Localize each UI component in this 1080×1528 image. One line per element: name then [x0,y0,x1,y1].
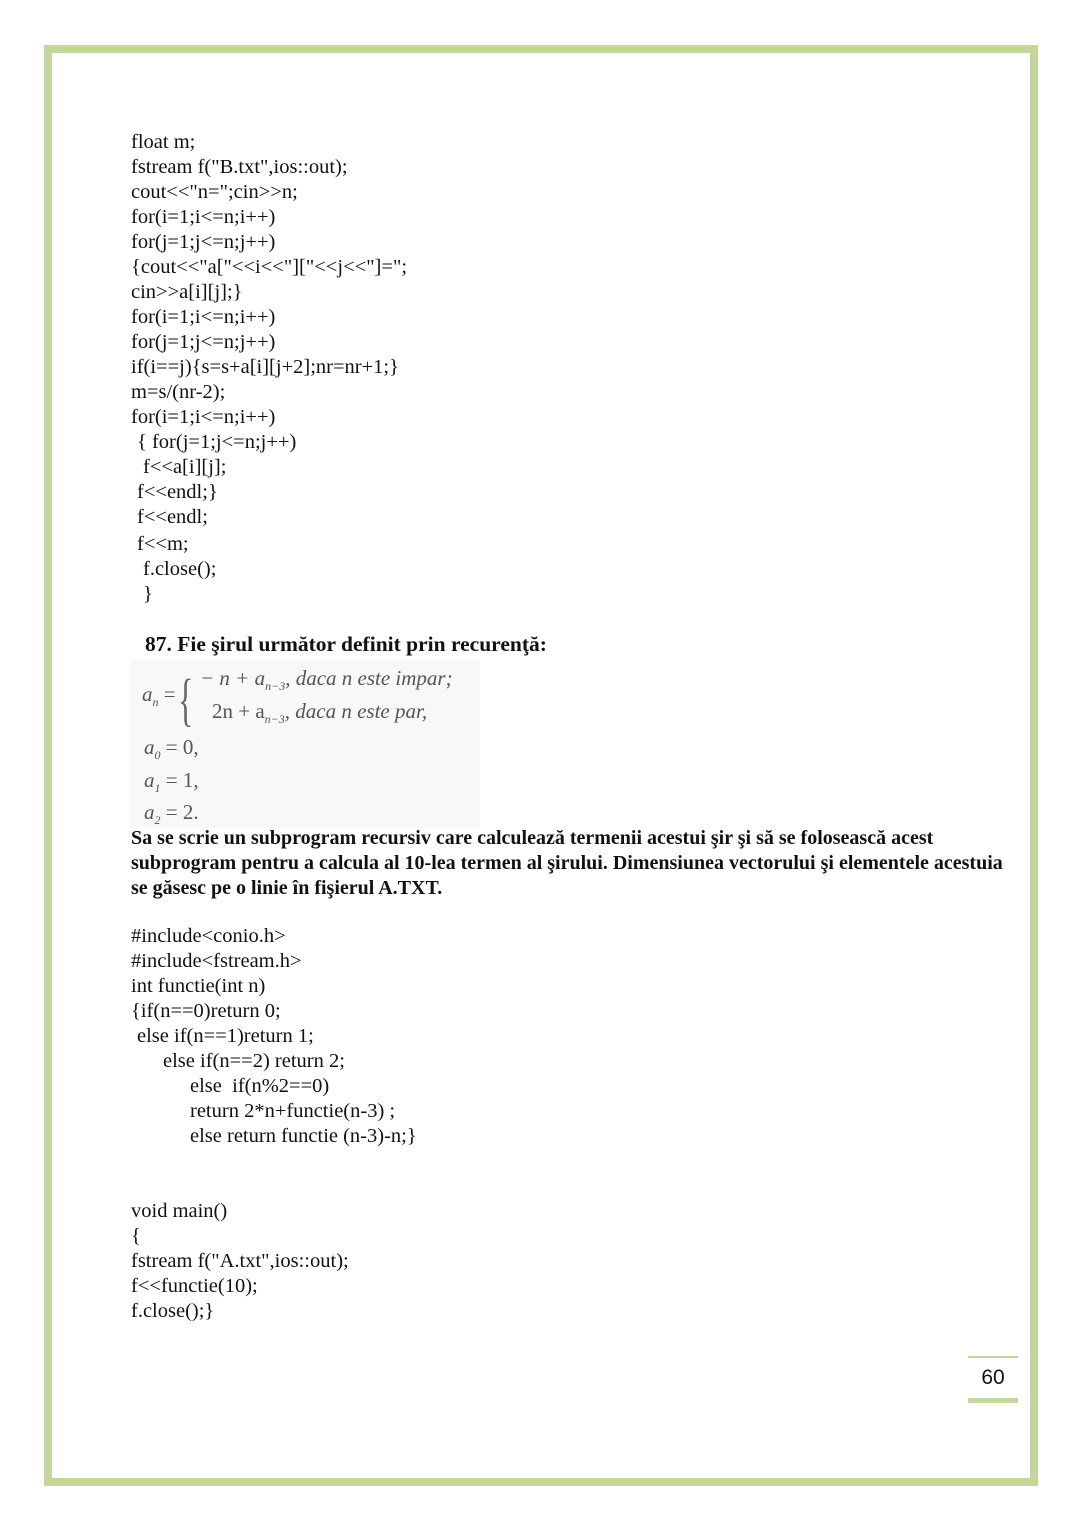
formula-lhs-sub: n [152,695,159,710]
formula-case2-sub: n−3 [264,712,285,727]
code-line: void main() [131,1200,228,1222]
code-line: for(j=1;j<=n;j++) [131,331,276,353]
code-line: for(i=1;i<=n;i++) [131,306,276,328]
code-line: f.close();} [131,1300,215,1322]
init-a2: = 2. [160,800,199,824]
formula-lhs: a [142,682,153,706]
page-number: 60 [968,1356,1018,1403]
code-line: else if(n==1)return 1; [137,1025,314,1047]
code-line: for(i=1;i<=n;i++) [131,206,276,228]
code-line: fstream f("A.txt",ios::out); [131,1250,349,1272]
code-line: for(i=1;i<=n;i++) [131,406,276,428]
code-line: float m; [131,131,196,153]
formula-case1-sub: n−3 [265,679,286,694]
formula-case1: − n + a [200,666,266,690]
code-line: m=s/(nr-2); [131,381,226,403]
code-line: cin>>a[i][j];} [131,281,243,303]
init-a1: = 1, [160,768,199,792]
formula-brace: { [178,667,194,732]
init-a0: = 0, [160,735,199,759]
formula-case1-cond: , daca n este impar; [285,666,453,690]
problem-statement: Sa se scrie un subprogram recursiv care calculează termenii acestui şir şi să se folosească acest subprogram pentru a calcula al 10-lea termen al şirului. Dimensiunea vectorului şi elementele acestuia se găsesc pe o linie în fişierul A.TXT. [131,827,1003,899]
code-line: {if(n==0)return 0; [131,1000,281,1022]
code-line: cout<<"n=";cin>>n; [131,181,298,203]
code-line: else if(n==2) return 2; [163,1050,345,1072]
code-line: f<<endl; [137,506,208,528]
init-a2-sub: 2 [154,813,161,828]
formula-case2: 2n + a [212,699,265,723]
code-line: #include<conio.h> [131,925,286,947]
code-line: f<<functie(10); [131,1275,258,1297]
formula-eq: = [158,682,176,706]
code-line: for(j=1;j<=n;j++) [131,231,276,253]
code-line: if(i==j){s=s+a[i][j+2];nr=nr+1;} [131,356,399,378]
code-line: #include<fstream.h> [131,950,302,972]
recurrence-formula: $a_n$ = { − $n + a_{n-3}$, daca n este impar; $2n + a_{n-3}$, daca n este par, $a_0 = 0$, $a_1 = 1$, $a_2 = 2$. [130,660,480,828]
code-line: int functie(int n) [131,975,266,997]
code-line: f.close(); [143,558,217,580]
code-line: f<<m; [137,533,189,555]
problem-heading: 87. Fie şirul următor definit prin recurenţă: [145,632,547,656]
init-a1-sub: 1 [154,781,161,796]
code-line: f<<a[i][j]; [143,456,227,478]
init-a0-sub: 0 [154,748,161,763]
code-line: f<<endl;} [137,481,218,503]
code-line: fstream f("B.txt",ios::out); [131,156,348,178]
code-line: } [143,583,153,605]
code-line: {cout<<"a["<<i<<"]["<<j<<"]="; [131,256,408,278]
formula-case2-cond: , daca n este par, [284,699,428,723]
code-line: { for(j=1;j<=n;j++) [137,431,297,453]
code-line: return 2*n+functie(n-3) ; [190,1100,396,1122]
code-line: else return functie (n-3)-n;} [190,1125,417,1147]
code-line: { [131,1225,141,1247]
code-line: else if(n%2==0) [190,1075,330,1097]
